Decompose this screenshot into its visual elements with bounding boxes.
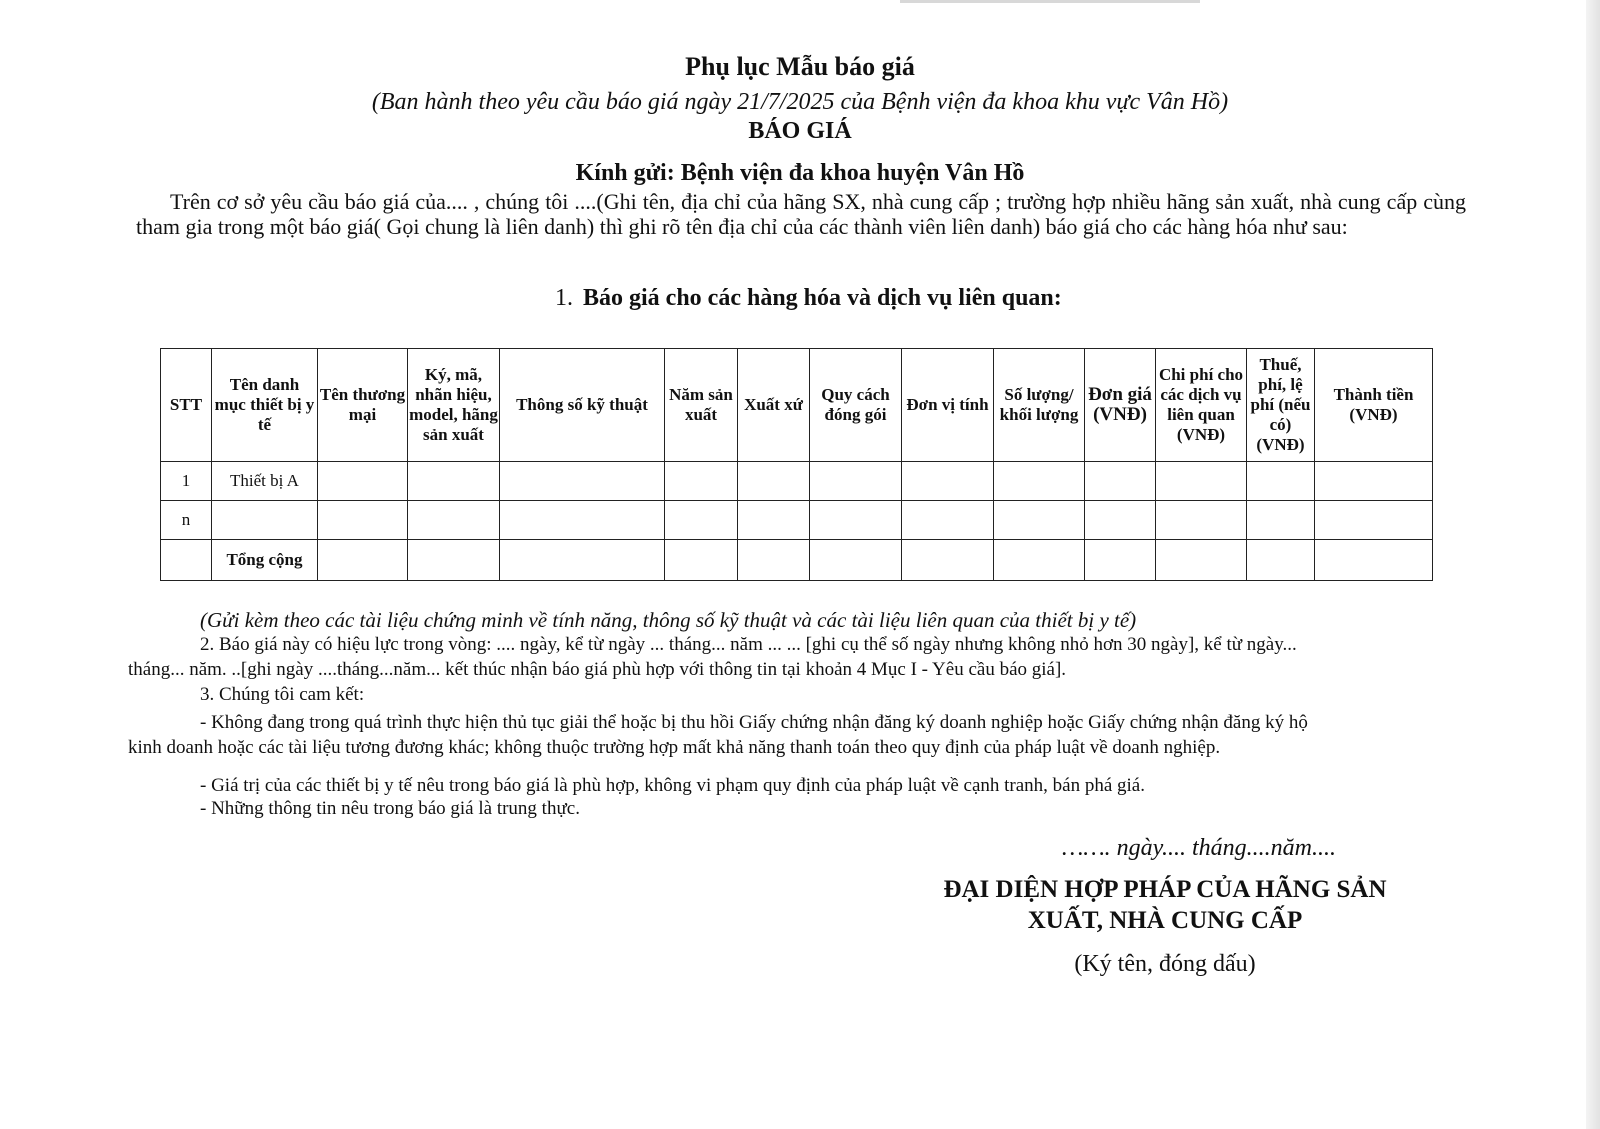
col-header: Số lượng/ khối lượng [994, 349, 1085, 462]
col-header: Thông số kỹ thuật [500, 349, 665, 462]
col-header: Ký, mã, nhãn hiệu, model, hãng sản xuất [408, 349, 500, 462]
section-1-heading [555, 285, 1062, 312]
col-header: Năm sản xuất [665, 349, 738, 462]
col-header: Đơn vị tính [902, 349, 994, 462]
commitment-1-line-2: kinh doanh hoặc các tài liệu tương đương khác; không thuộc trường hợp mất khả năng thanh toán theo quy định của pháp luật về doanh nghiệp. [128, 737, 1221, 758]
table-header-row [161, 349, 1433, 462]
quote-table [160, 348, 1433, 581]
col-header: Tên danh mục thiết bị y tế [212, 349, 318, 462]
table-row [161, 462, 1433, 501]
table-row [161, 501, 1433, 540]
commitment-3: - Những thông tin nêu trong báo giá là trung thực. [200, 798, 580, 819]
col-header: Quy cách đóng gói [810, 349, 902, 462]
representative-title-line-1: ĐẠI DIỆN HỢP PHÁP CỦA HÃNG SẢN [943, 876, 1387, 903]
cell-stt: 1 [161, 462, 212, 501]
col-header: Chi phí cho các dịch vụ liên quan (VNĐ) [1156, 349, 1247, 462]
validity-line-2: tháng... năm. ..[ghi ngày ....tháng...năm... kết thúc nhận báo giá phù hợp với thông tin tại khoản 4 Mục I - Yêu cầu báo giá]. [128, 659, 1067, 680]
table-total-row [161, 540, 1433, 581]
intro-paragraph: Trên cơ sở yêu cầu báo giá của.... , chúng tôi ....(Ghi tên, địa chỉ của hãng SX, nhà cung cấp ; trường hợp nhiều hãng sản xuất, nhà cung cấp cùng tham gia trong một báo giá( Gọi chung là liên danh) thì ghi rõ tên địa chỉ của các thành viên liên danh) báo giá cho các hàng hóa như sau: [136, 189, 1466, 239]
col-header: Đơn giá (VNĐ) [1085, 349, 1156, 462]
section-1-number: 1. [555, 285, 573, 311]
page-subtitle: (Ban hành theo yêu cầu báo giá ngày 21/7/2025 của Bệnh viện đa khoa khu vực Vân Hồ) [371, 89, 1229, 115]
commitment-heading: 3. Chúng tôi cam kết: [200, 684, 365, 705]
cell-name [212, 501, 318, 540]
commitment-2: - Giá trị của các thiết bị y tế nêu trong báo giá là phù hợp, không vi phạm quy định của pháp luật về cạnh tranh, bán phá giá. [200, 775, 1145, 796]
sign-note: (Ký tên, đóng dấu) [1074, 951, 1256, 977]
scan-top-mark [900, 0, 1200, 3]
col-header: Tên thương mại [318, 349, 408, 462]
section-1-title: Báo giá cho các hàng hóa và dịch vụ liên quan: [583, 285, 1062, 311]
total-label: Tổng cộng [212, 540, 318, 581]
col-header: Thành tiền (VNĐ) [1315, 349, 1433, 462]
commitment-1-line-1: - Không đang trong quá trình thực hiện thủ tục giải thể hoặc bị thu hồi Giấy chứng nhận đăng ký doanh nghiệp hoặc Giấy chứng nhận đăng ký hộ [200, 712, 1308, 733]
page-title: Phụ lục Mẫu báo giá [685, 52, 915, 81]
date-line: ……. ngày.... tháng....năm.... [1062, 835, 1337, 861]
document-heading: BÁO GIÁ [748, 118, 852, 144]
col-header: STT [161, 349, 212, 462]
validity-line-1: 2. Báo giá này có hiệu lực trong vòng: .... ngày, kể từ ngày ... tháng... năm ... ... [ghi cụ thể số ngày nhưng không nhỏ hơn 30 ngày], kể từ ngày... [200, 634, 1297, 655]
col-header: Thuế, phí, lệ phí (nếu có) (VNĐ) [1247, 349, 1315, 462]
col-header: Xuất xứ [738, 349, 810, 462]
attachment-note: (Gửi kèm theo các tài liệu chứng minh về tính năng, thông số kỹ thuật và các tài liệu liên quan của thiết bị y tế) [200, 608, 1137, 632]
recipient-line: Kính gửi: Bệnh viện đa khoa huyện Vân Hồ [575, 160, 1025, 186]
cell-name: Thiết bị A [212, 462, 318, 501]
cell-stt: n [161, 501, 212, 540]
representative-title-line-2: XUẤT, NHÀ CUNG CẤP [1027, 907, 1303, 934]
